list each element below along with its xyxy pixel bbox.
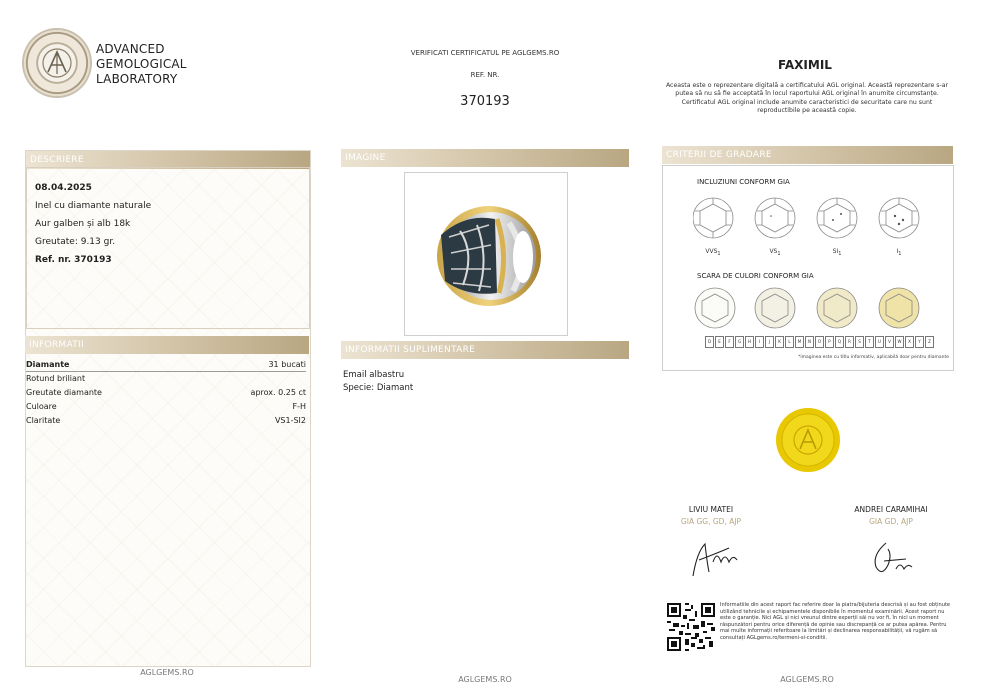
color-scale-cell: P bbox=[825, 336, 834, 348]
info-row bbox=[26, 388, 306, 401]
desc-line-3: Greutate: 9.13 gr. bbox=[35, 237, 116, 247]
qr-code[interactable] bbox=[665, 601, 717, 653]
lab-name-line3: LABORATORY bbox=[96, 72, 178, 86]
grading-note: *imaginea este cu titlu informativ, aplicabilă doar pentru diamante bbox=[798, 355, 949, 360]
informatii-table bbox=[25, 358, 309, 438]
footer-center[interactable]: AGLGEMS.RO bbox=[458, 675, 512, 684]
color-diamond-2 bbox=[755, 288, 795, 328]
info-value: VS1-SI2 bbox=[274, 416, 306, 425]
desc-line-2: Aur galben și alb 18k bbox=[35, 219, 131, 229]
color-scale-cell: J bbox=[765, 336, 774, 348]
info-key: Claritate bbox=[26, 416, 61, 425]
lab-name-line1: ADVANCED bbox=[96, 42, 165, 56]
descriere-box bbox=[26, 167, 310, 329]
scara-title: SCARA DE CULORI CONFORM GIA bbox=[697, 272, 814, 280]
color-scale-cell: W bbox=[895, 336, 904, 348]
clarity-label-vs: $VS_1$ bbox=[769, 248, 781, 258]
color-scale-cell: H bbox=[745, 336, 754, 348]
extra-line-2: Specie: Diamant bbox=[343, 383, 414, 393]
imagine-heading: IMAGINE bbox=[341, 149, 629, 167]
criterii-heading: CRITERII DE GRADARE bbox=[662, 146, 953, 164]
desc-ref: Ref. nr. 370193 bbox=[35, 255, 112, 265]
lab-name bbox=[96, 42, 187, 87]
signer-left-title: GIA GG, GD, AJP bbox=[680, 517, 742, 526]
color-scale-cell: L bbox=[785, 336, 794, 348]
color-scale-cell: G bbox=[735, 336, 744, 348]
color-scale-cell: T bbox=[865, 336, 874, 348]
color-diamond-4 bbox=[879, 288, 919, 328]
agl-monogram-icon bbox=[24, 30, 90, 96]
informatii-heading: INFORMATII bbox=[25, 336, 309, 354]
ring-photo bbox=[405, 173, 567, 335]
color-scale-cell: Q bbox=[835, 336, 844, 348]
clarity-diamond-vvs bbox=[693, 198, 733, 238]
color-scale-cell: U bbox=[875, 336, 884, 348]
info-row bbox=[26, 402, 306, 415]
ring-photo-frame bbox=[404, 172, 568, 336]
ref-number: 370193 bbox=[460, 94, 510, 109]
gold-seal-icon bbox=[774, 406, 842, 474]
desc-line-1: Inel cu diamante naturale bbox=[35, 201, 152, 211]
color-scale-cell: O bbox=[815, 336, 824, 348]
color-scale-cell: R bbox=[845, 336, 854, 348]
signature-right bbox=[866, 535, 916, 580]
signer-right-name: ANDREI CARAMIHAI bbox=[854, 505, 928, 514]
color-scale-cell: N bbox=[805, 336, 814, 348]
color-scale-cell: Y bbox=[915, 336, 924, 348]
color-scale-cell: Z bbox=[925, 336, 934, 348]
info-divider bbox=[26, 371, 306, 372]
cert-date: 08.04.2025 bbox=[35, 183, 92, 193]
suplimentare-heading: INFORMATII SUPLIMENTARE bbox=[341, 341, 629, 359]
color-scale-cell: E bbox=[715, 336, 724, 348]
agl-logo-seal bbox=[24, 30, 90, 96]
info-key: Greutate diamante bbox=[26, 388, 102, 397]
info-key: Rotund briliant bbox=[26, 374, 86, 383]
verify-notice: VERIFICATI CERTIFICATUL PE AGLGEMS.RO bbox=[410, 49, 560, 57]
color-scale-cell: V bbox=[885, 336, 894, 348]
clarity-label-vvs: $VVS_1$ bbox=[705, 248, 721, 258]
info-row bbox=[26, 416, 306, 429]
color-scale-cell: K bbox=[775, 336, 784, 348]
clarity-label-si: $SI_1$ bbox=[832, 248, 842, 258]
extra-line-1: Email albastru bbox=[343, 370, 405, 380]
info-value: F-H bbox=[292, 402, 306, 411]
color-scale-cell: I bbox=[755, 336, 764, 348]
clarity-diamond-i bbox=[879, 198, 919, 238]
disclaimer-text: Informatiile din acest raport fac referire doar la piatra/bijuteria descrisă și au fost obținute utilizând tehnicile și echipamentele disponibile în momentul examinării. Acest raport nu este o garanție. Nici AGL și nici vreunul dintre experții săi nu vor fi, în nici un moment răspunzători pentru orice diferență de opinie sau discrepanță ce ar putea apărea. Pentru mai multe informații referitoare la limitări și declinarea responsabilității, vă rugăm să consultați AGLgems.ro/termeni-si-conditii. bbox=[720, 602, 951, 641]
color-scale-cell: M bbox=[795, 336, 804, 348]
info-row bbox=[26, 374, 306, 387]
signature-left bbox=[685, 532, 745, 582]
color-diamond-3 bbox=[817, 288, 857, 328]
clarity-diagrams bbox=[693, 194, 933, 244]
descriere-heading: DESCRIERE bbox=[26, 151, 310, 169]
footer-right[interactable]: AGLGEMS.RO bbox=[780, 675, 834, 684]
info-value: aprox. 0.25 ct bbox=[250, 388, 306, 397]
clarity-diamond-si bbox=[817, 198, 857, 238]
lab-name-line2: GEMOLOGICAL bbox=[96, 57, 187, 71]
signer-right-title: GIA GD, AJP bbox=[869, 517, 913, 526]
grading-box bbox=[662, 165, 954, 371]
info-value: 31 bucati bbox=[268, 360, 306, 369]
incluziuni-title: INCLUZIUNI CONFORM GIA bbox=[697, 178, 790, 186]
color-scale-cell: S bbox=[855, 336, 864, 348]
clarity-diamond-vs bbox=[755, 198, 795, 238]
color-diagrams bbox=[693, 286, 933, 332]
ref-label: REF. NR. bbox=[470, 71, 500, 79]
signer-left-name: LIVIU MATEI bbox=[688, 505, 734, 514]
color-scale-cell: X bbox=[905, 336, 914, 348]
color-diamond-1 bbox=[695, 288, 735, 328]
info-key: Culoare bbox=[26, 402, 57, 411]
clarity-label-i: $I_1$ bbox=[896, 248, 902, 258]
faximil-text: Aceasta este o reprezentare digitală a certificatului AGL original. Această reprezentare s-ar putea să nu să fie acceptată în locul raportului AGL original în anumite circumstanțe. Certificatul AGL original include anumite caracteristici de securitate care nu sunt reproductibile pe această copie. bbox=[665, 82, 949, 115]
footer-left[interactable]: AGLGEMS.RO bbox=[140, 668, 194, 677]
color-scale-cell: F bbox=[725, 336, 734, 348]
info-key: Diamante bbox=[26, 360, 70, 369]
faximil-title: FAXIMIL bbox=[778, 58, 832, 72]
color-scale-cell: D bbox=[705, 336, 714, 348]
